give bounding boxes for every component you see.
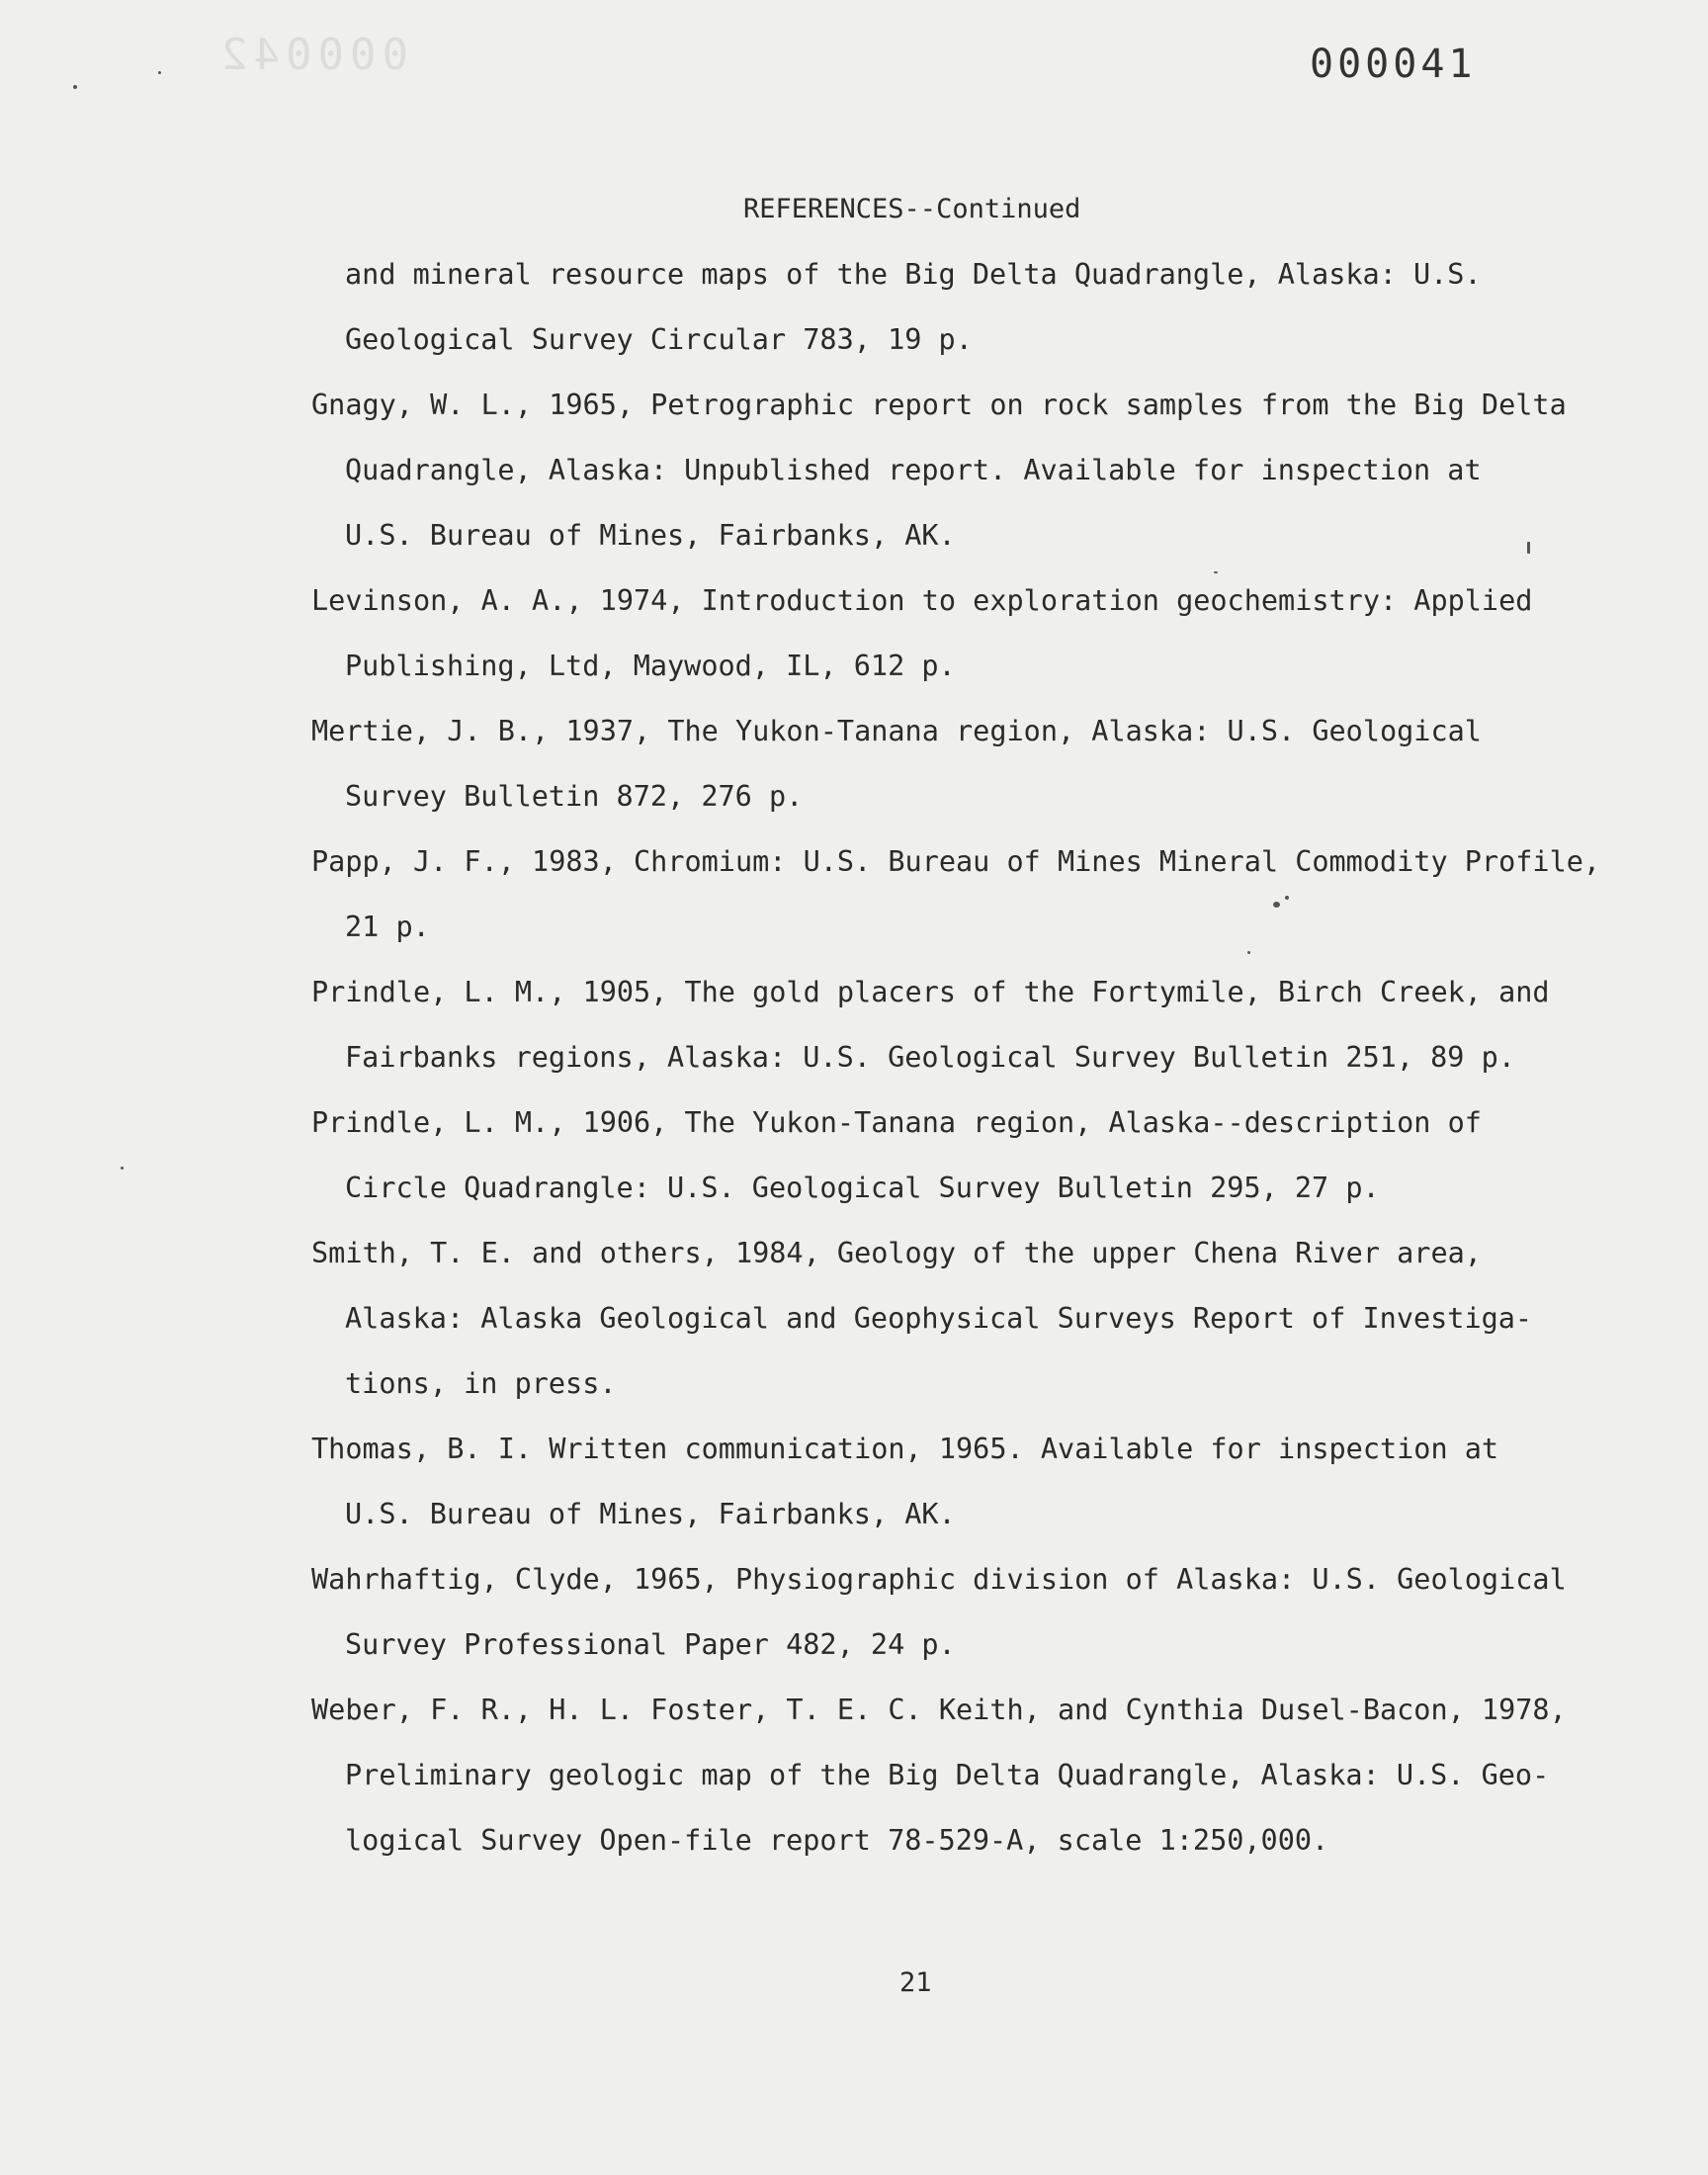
reference-continuation-line: Circle Quadrangle: U.S. Geological Survey Bulletin 295, 27 p. [345,1172,1380,1204]
scan-speck [1527,542,1530,554]
scan-speck [1273,902,1280,908]
scan-speck [1247,951,1250,954]
reference-continuation-line: Quadrangle, Alaska: Unpublished report. Available for inspection at [345,454,1482,486]
reference-entry-line: Prindle, L. M., 1906, The Yukon-Tanana region, Alaska--description of [311,1106,1482,1139]
bleed-through-number: 000042 [215,30,408,80]
references-list [311,255,1606,1886]
scan-speck [1214,571,1218,573]
reference-entry-line: Gnagy, W. L., 1965, Petrographic report on rock samples from the Big Delta [311,389,1567,421]
scan-speck [121,1167,124,1170]
reference-entry-line: Levinson, A. A., 1974, Introduction to exploration geochemistry: Applied [311,584,1533,617]
reference-continuation-line: logical Survey Open-file report 78-529-A, scale 1:250,000. [345,1824,1329,1857]
reference-entry-line: Weber, F. R., H. L. Foster, T. E. C. Keith, and Cynthia Dusel-Bacon, 1978, [311,1694,1567,1726]
page-heading: REFERENCES--Continued [743,194,1081,224]
reference-continuation-line: U.S. Bureau of Mines, Fairbanks, AK. [345,1498,956,1530]
reference-continuation-line: Geological Survey Circular 783, 19 p. [345,323,973,356]
reference-continuation-line: tions, in press. [345,1367,617,1400]
reference-entry-line: Papp, J. F., 1983, Chromium: U.S. Bureau of Mines Mineral Commodity Profile, [311,845,1601,878]
reference-continuation-line: Publishing, Ltd, Maywood, IL, 612 p. [345,650,956,682]
reference-continuation-line: U.S. Bureau of Mines, Fairbanks, AK. [345,519,956,552]
reference-continuation-line: Alaska: Alaska Geological and Geophysical Surveys Report of Investiga- [345,1302,1533,1335]
reference-entry-line: Thomas, B. I. Written communication, 1965. Available for inspection at [311,1433,1499,1465]
reference-entry-line: Wahrhaftig, Clyde, 1965, Physiographic division of Alaska: U.S. Geological [311,1563,1567,1596]
reference-continuation-line: and mineral resource maps of the Big Delta Quadrangle, Alaska: U.S. [345,258,1482,291]
reference-entry-line: Prindle, L. M., 1905, The gold placers of the Fortymile, Birch Creek, and [311,976,1550,1008]
reference-continuation-line: Preliminary geologic map of the Big Delta Quadrangle, Alaska: U.S. Geo- [345,1759,1550,1791]
reference-entry-line: Smith, T. E. and others, 1984, Geology of the upper Chena River area, [311,1237,1482,1269]
page-number: 21 [899,1967,932,1998]
scan-speck [1285,896,1289,900]
scan-speck [73,85,77,89]
scan-speck [158,71,161,74]
reference-continuation-line: Survey Bulletin 872, 276 p. [345,780,804,813]
document-number: 000041 [1310,42,1477,87]
reference-continuation-line: Survey Professional Paper 482, 24 p. [345,1628,956,1661]
reference-continuation-line: 21 p. [345,911,430,943]
reference-entry-line: Mertie, J. B., 1937, The Yukon-Tanana region, Alaska: U.S. Geological [311,715,1482,747]
reference-continuation-line: Fairbanks regions, Alaska: U.S. Geological Survey Bulletin 251, 89 p. [345,1041,1515,1074]
